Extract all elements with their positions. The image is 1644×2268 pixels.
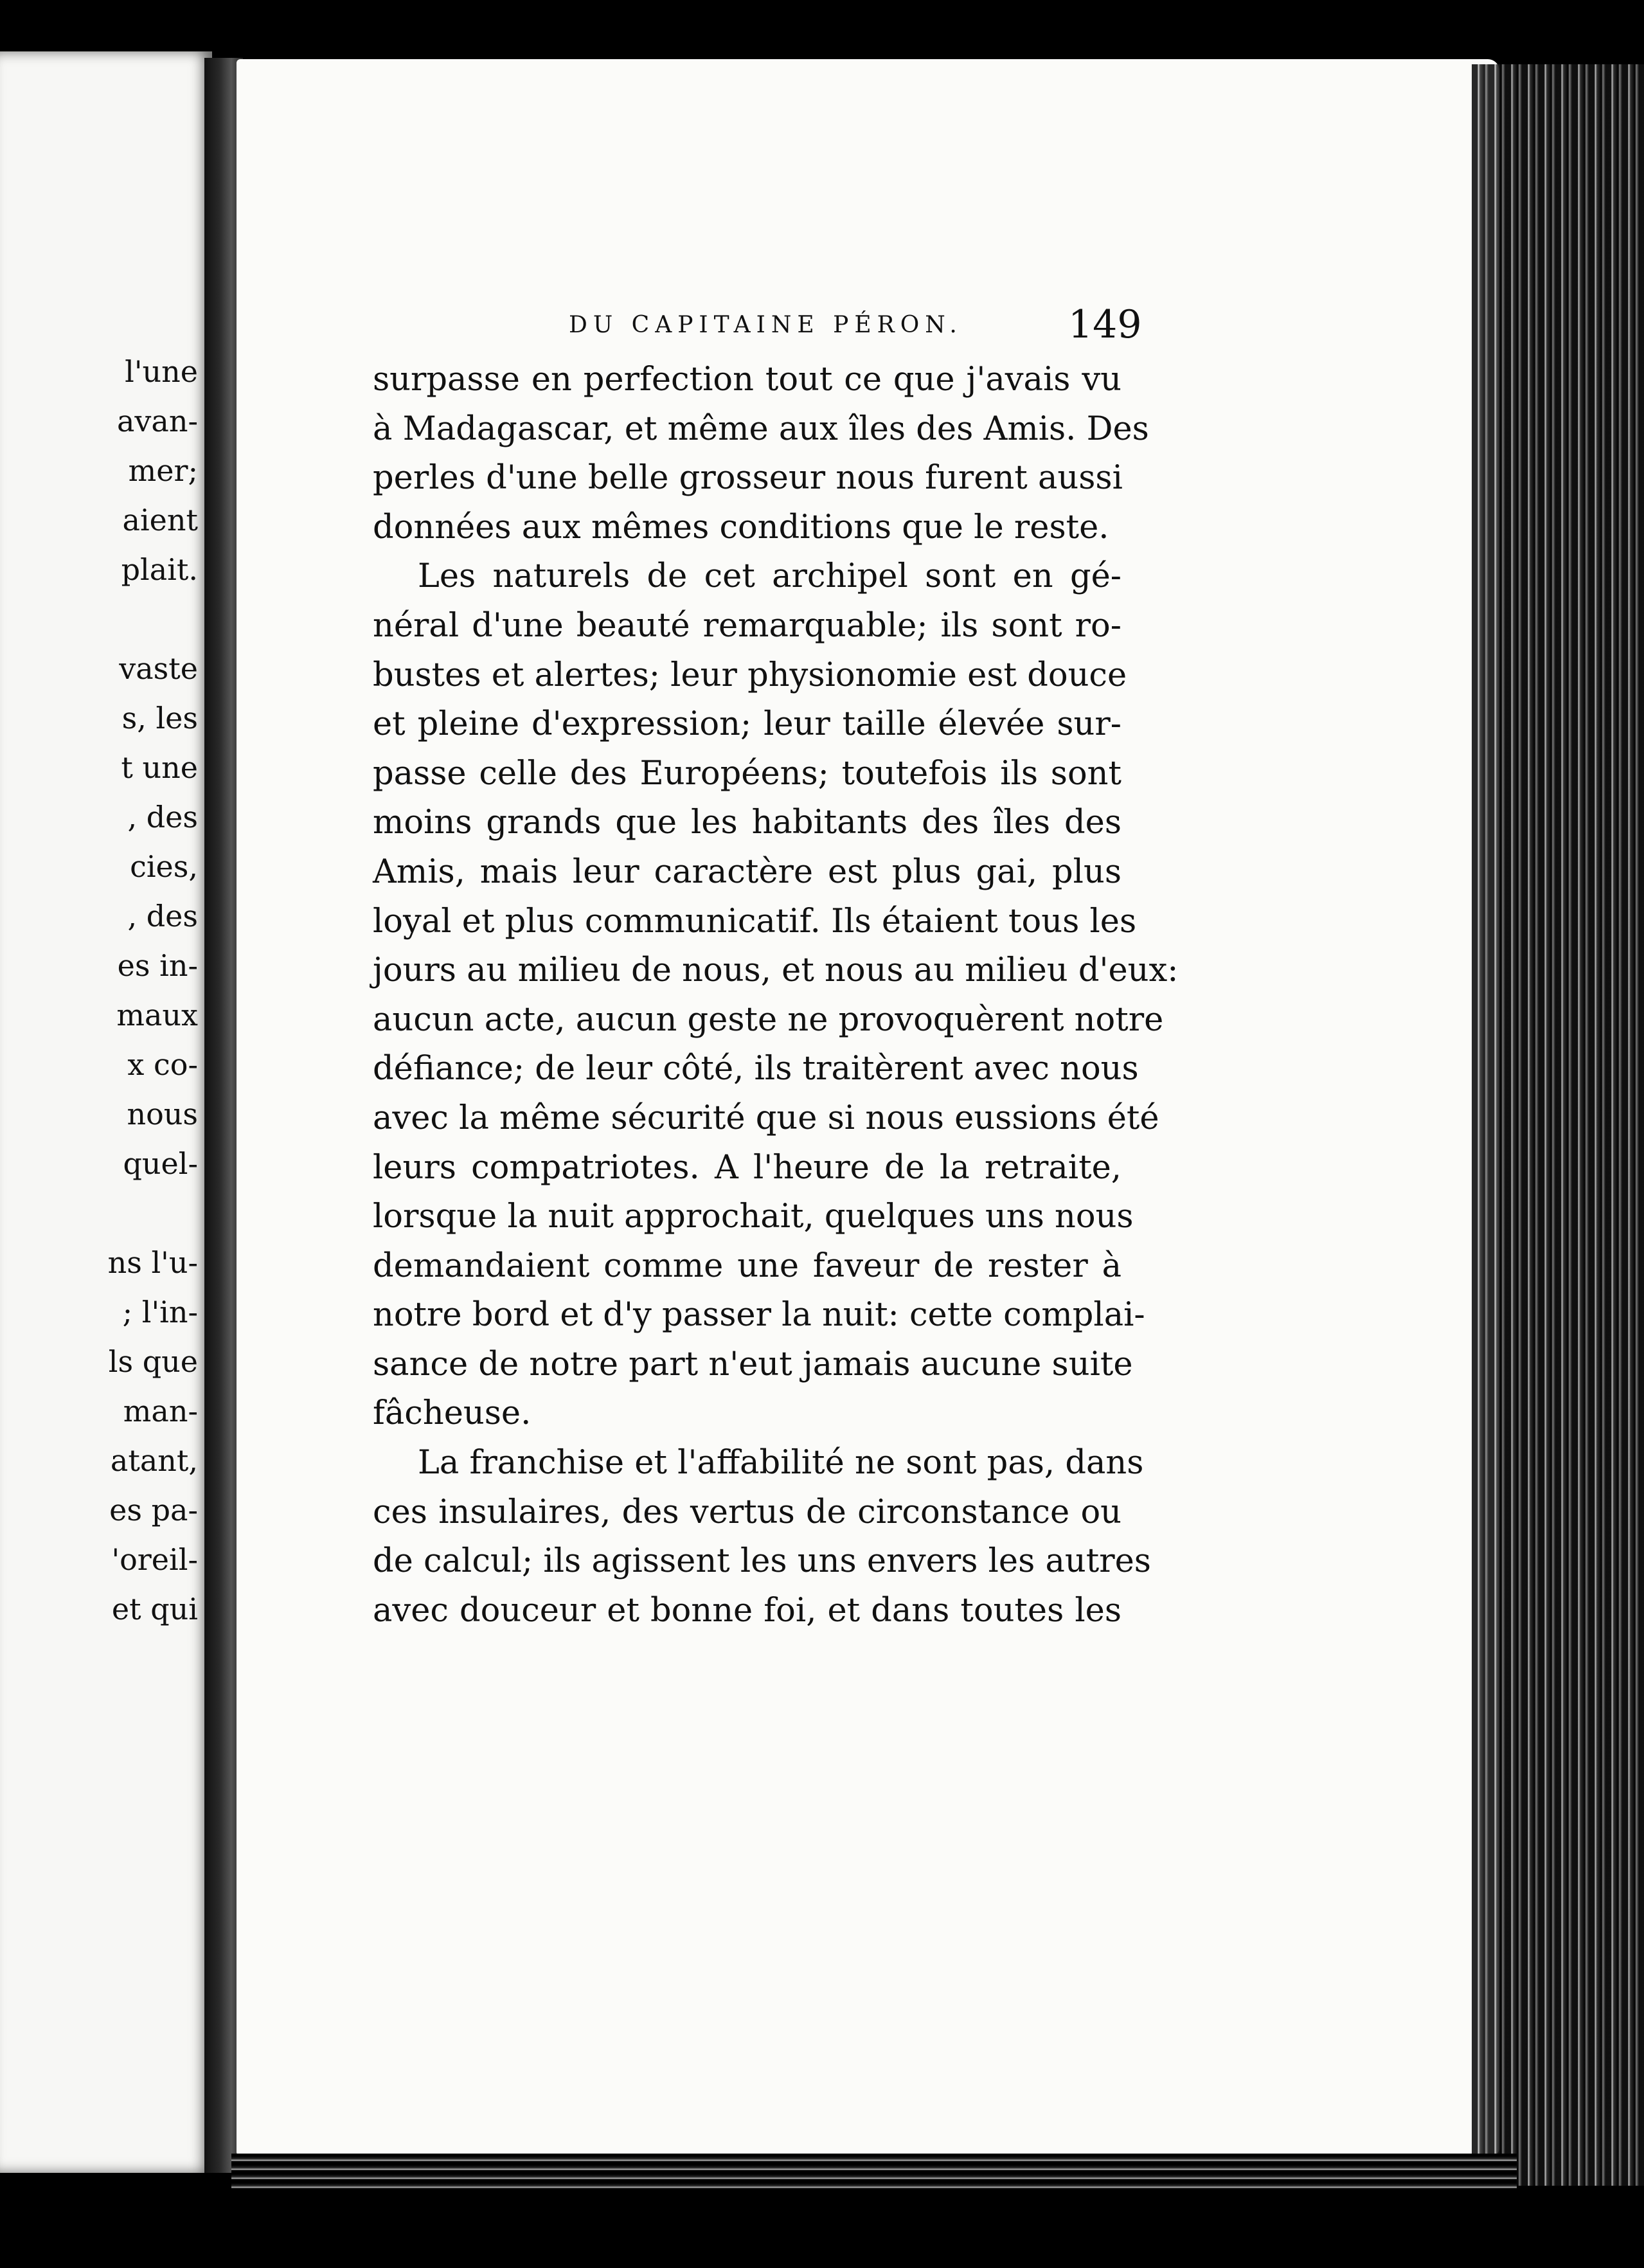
previous-page-text (108, 347, 198, 1634)
text-line: jours au milieu de nous, et nous au milieu d'eux: (373, 951, 1179, 990)
previous-page-line: x co- (127, 1047, 198, 1082)
text-line: à Madagascar, et même aux îles des Amis. Des (373, 410, 1149, 448)
previous-page-line: es in- (117, 948, 198, 983)
bottom-page-edges (231, 2154, 1517, 2192)
previous-page-line: mer; (128, 453, 198, 488)
previous-page-line: , des (127, 800, 198, 834)
previous-page-line: l'une (125, 354, 198, 389)
previous-page-line: aient (122, 503, 198, 537)
text-line: bustes et alertes; leur physionomie est douce (373, 656, 1127, 694)
previous-page-line: atant, (110, 1443, 198, 1478)
text-line: ces insulaires, des vertus de circonstance ou (373, 1493, 1121, 1531)
previous-page-line: plait. (121, 552, 198, 587)
previous-page-line (108, 595, 198, 644)
running-head: DU CAPITAINE PÉRON. (569, 312, 963, 338)
text-line: données aux mêmes conditions que le reste. (373, 508, 1109, 546)
previous-page-line: avan- (116, 404, 198, 438)
previous-page-line: maux (116, 998, 198, 1032)
text-line: défiance; de leur côté, ils traitèrent avec nous (373, 1050, 1139, 1088)
previous-page-line: cies, (130, 849, 198, 884)
text-line: notre bord et d'y passer la nuit: cette complai- (373, 1296, 1145, 1335)
previous-page-line: , des (127, 899, 198, 933)
text-line: passe celle des Européens; toutefois ils sont (373, 754, 1121, 793)
paragraph-start-line: La franchise et l'affabilité ne sont pas, dans (418, 1444, 1144, 1482)
previous-page-line: 'oreil- (111, 1542, 198, 1577)
text-line: néral d'une beauté remarquable; ils sont ro- (373, 606, 1121, 645)
text-line: moins grands que les habitants des îles des (373, 804, 1121, 842)
previous-page-line: vaste (119, 651, 198, 686)
previous-page-line: man- (123, 1394, 198, 1428)
previous-page (0, 51, 212, 2173)
text-line: avec douceur et bonne foi, et dans toutes les (373, 1591, 1121, 1630)
paragraph-start-line: Les naturels de cet archipel sont en gé- (418, 557, 1121, 596)
previous-page-line: ; l'in- (122, 1295, 198, 1329)
previous-page-line: nous (127, 1097, 198, 1131)
previous-page-line: es pa- (109, 1493, 198, 1527)
text-line: perles d'une belle grosseur nous furent aussi (373, 459, 1123, 498)
text-line: aucun acte, aucun geste ne provoquèrent notre (373, 1000, 1164, 1039)
text-line: sance de notre part n'eut jamais aucune suite (373, 1345, 1133, 1383)
text-line: surpasse en perfection tout ce que j'avais vu (373, 361, 1121, 399)
text-line: de calcul; ils agissent les uns envers les autres (373, 1542, 1151, 1581)
text-line: Amis, mais leur caractère est plus gai, plus (373, 852, 1121, 891)
page-number: 149 (1068, 302, 1142, 347)
text-line: leurs compatriotes. A l'heure de la retraite, (373, 1148, 1121, 1187)
page-body-text (373, 356, 1179, 1635)
text-line: demandaient comme une faveur de rester à (373, 1246, 1121, 1285)
page-edges (1472, 64, 1644, 2186)
previous-page-line: quel- (123, 1146, 198, 1181)
text-line: fâcheuse. (373, 1394, 532, 1433)
previous-page-line: s, les (121, 701, 198, 735)
previous-page-line: et qui (111, 1592, 198, 1626)
text-line: lorsque la nuit approchait, quelques uns nous (373, 1198, 1134, 1236)
text-line: avec la même sécurité que si nous eussions été (373, 1099, 1159, 1137)
previous-page-line: ns l'u- (107, 1245, 198, 1280)
text-line: et pleine d'expression; leur taille élevée sur- (373, 705, 1121, 744)
text-line: loyal et plus communicatif. Ils étaient tous les (373, 902, 1137, 941)
previous-page-line (108, 1189, 198, 1238)
previous-page-line: t une (121, 750, 198, 785)
previous-page-line: ls que (108, 1344, 198, 1379)
